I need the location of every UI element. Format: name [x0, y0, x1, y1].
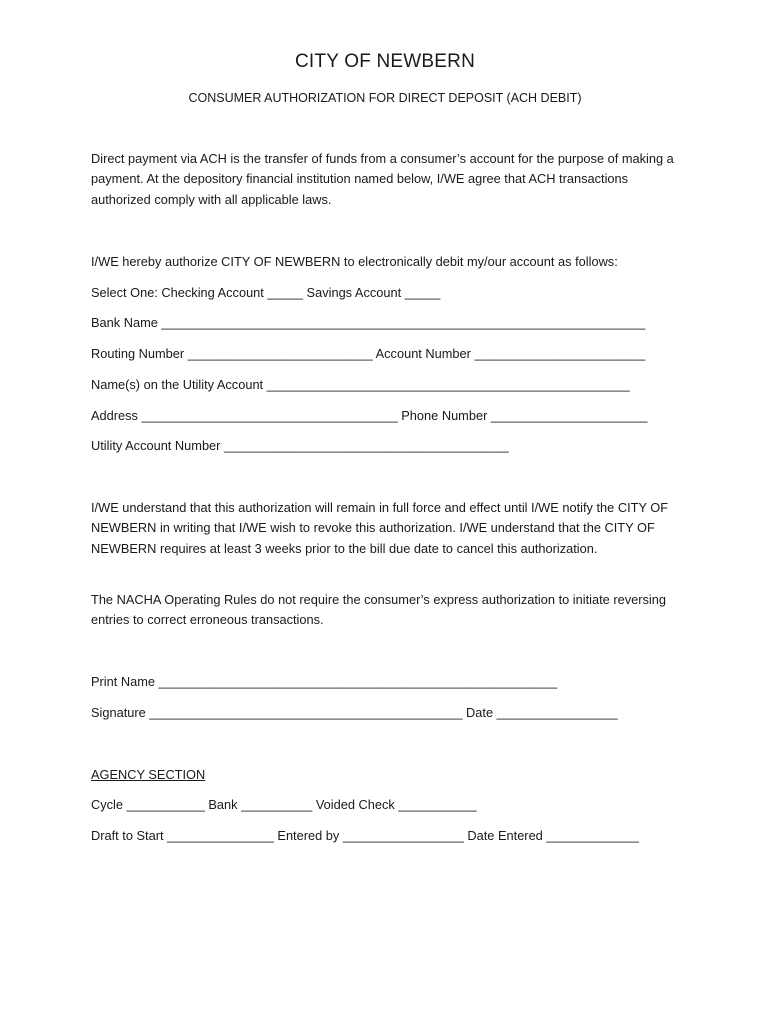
print-name-field[interactable]: Print Name ________________________________________________________ — [91, 674, 558, 689]
signature-date-field[interactable]: Signature ____________________________________________ Date _________________ — [91, 705, 618, 720]
page-title: CITY OF NEWBERN — [295, 51, 475, 72]
bank-name-field[interactable]: Bank Name ____________________________________________________________________ — [91, 315, 646, 330]
form-subtitle: CONSUMER AUTHORIZATION FOR DIRECT DEPOSIT (ACH DEBIT) — [188, 91, 582, 105]
authorize-statement: I/WE hereby authorize CITY OF NEWBERN to electronically debit my/our account as follows: — [91, 254, 618, 269]
cycle-bank-voided-check-field[interactable]: Cycle ___________ Bank __________ Voided Check ___________ — [91, 797, 477, 812]
draft-entered-date-field[interactable]: Draft to Start _______________ Entered by _________________ Date Entered _____________ — [91, 828, 639, 843]
nacha-paragraph: The NACHA Operating Rules do not require the consumer’s express authorization to initiate reversing entries to correct erroneous transactions. — [91, 592, 666, 628]
account-type-select-field[interactable]: Select One: Checking Account _____ Savings Account _____ — [91, 285, 441, 300]
address-phone-field[interactable]: Address ____________________________________ Phone Number ______________________ — [91, 408, 648, 423]
utility-account-names-field[interactable]: Name(s) on the Utility Account ___________________________________________________ — [91, 377, 630, 392]
utility-account-number-field[interactable]: Utility Account Number ________________________________________ — [91, 438, 509, 453]
intro-paragraph: Direct payment via ACH is the transfer of funds from a consumer’s account for the purpose of making a payment. At the depository financial institution named below, I/WE agree that ACH transactions authorized comply with all applicable laws. — [91, 151, 674, 207]
routing-account-number-field[interactable]: Routing Number __________________________ Account Number ________________________ — [91, 346, 646, 361]
agency-section-heading: AGENCY SECTION — [91, 767, 206, 782]
revocation-paragraph: I/WE understand that this authorization will remain in full force and effect until I/WE notify the CITY OF NEWBERN in writing that I/WE wish to revoke this authorization. I/WE understand that the CITY OF NEWBERN requires at least 3 weeks prior to the bill due date to cancel this authorization. — [91, 500, 669, 556]
